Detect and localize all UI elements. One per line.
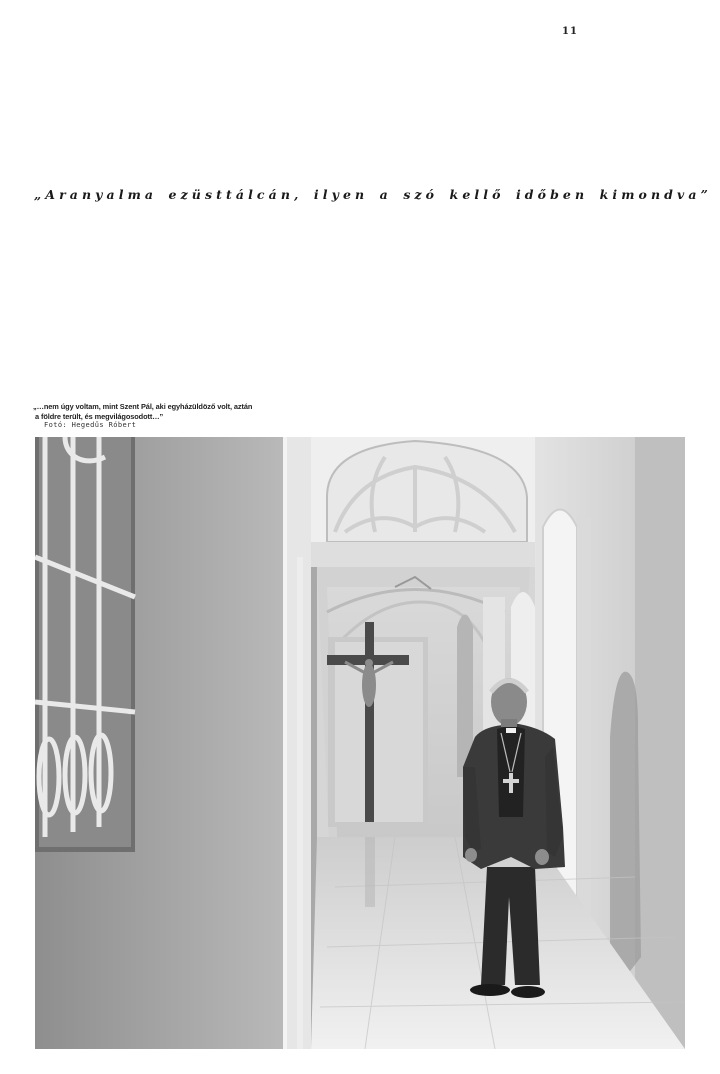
pull-quote: „Aranyalma ezüsttálcán, ilyen a szó kellő időben kimondva”	[34, 187, 712, 202]
caption-line-1: „…nem úgy voltam, mint Szent Pál, aki egyházüldöző volt, aztán	[33, 402, 253, 411]
photo-caption	[33, 402, 293, 421]
page-number: 11	[562, 26, 578, 37]
corridor-photo	[35, 437, 685, 1049]
caption-line-2: a földre terült, és megvilágosodott…”	[35, 411, 164, 421]
photo-illustration	[35, 437, 685, 1049]
window-grille	[35, 437, 135, 852]
photo-credit: Fotó: Hegedűs Róbert	[44, 421, 137, 429]
